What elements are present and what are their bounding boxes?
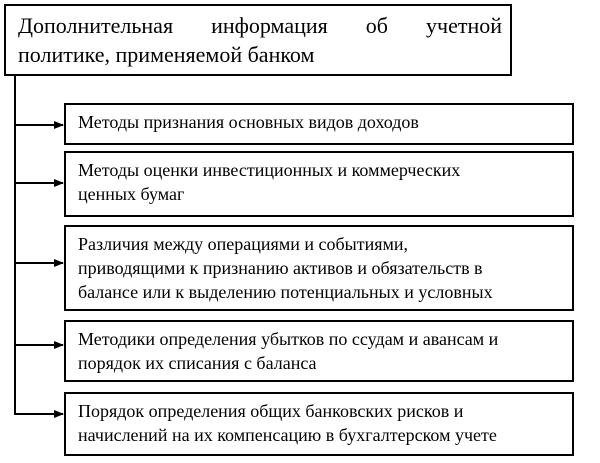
item-2-line-1: Методы оценки инвестиционных и коммерческих xyxy=(78,160,461,180)
item-3-line-2: приводящими к признанию активов и обязательств в xyxy=(78,258,483,278)
item-3-line-3: балансе или к выделению потенциальных и условных xyxy=(78,282,493,302)
item-1-line-1: Методы признания основных видов доходов xyxy=(78,112,419,132)
item-box-banking-risks xyxy=(64,392,574,456)
item-4-line-1: Методики определения убытков по ссудам и авансам и xyxy=(78,329,499,349)
item-box-income-methods xyxy=(64,103,574,145)
item-3-line-1: Различия между операциями и событиями, xyxy=(78,234,409,254)
item-5-line-2: начислений на их компенсацию в бухгалтерском учете xyxy=(78,425,497,445)
item-2-line-2: ценных бумаг xyxy=(78,184,185,204)
item-box-loan-loss-methods xyxy=(64,320,574,382)
title-box xyxy=(4,4,512,76)
item-box-operations-differences xyxy=(64,225,574,311)
item-box-securities-valuation xyxy=(64,151,574,217)
title-line-1: Дополнительная информация об учетной xyxy=(18,13,502,38)
item-5-line-1: Порядок определения общих банковских рисков и xyxy=(78,401,464,421)
title-line-2: политике, применяемой банком xyxy=(18,42,315,67)
item-4-line-2: порядок их списания с баланса xyxy=(78,353,317,373)
